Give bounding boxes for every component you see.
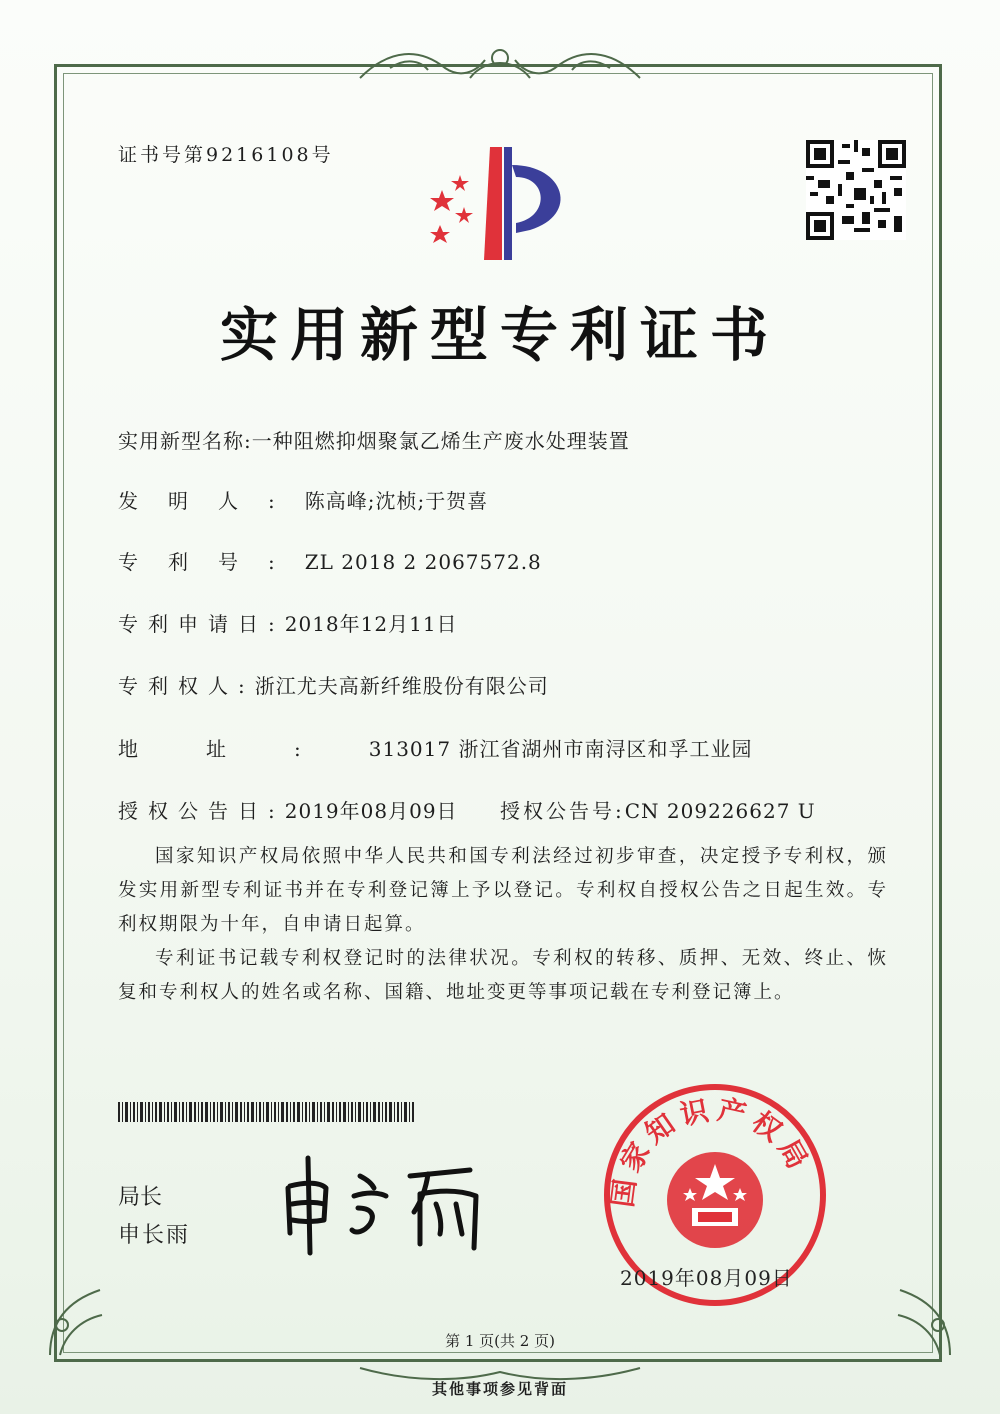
- field-grant-number: [500, 795, 816, 824]
- certificate-number: 证书号第9216108号: [118, 144, 334, 166]
- qr-code[interactable]: [806, 140, 906, 244]
- director-signature: [280, 1148, 510, 1262]
- field-label: 实用新型名称:: [118, 429, 252, 453]
- seal-date: 2019年08月09日: [620, 1266, 793, 1290]
- field-value: ZL 2018 2 2067572.8: [304, 550, 542, 574]
- body-paragraph-2: 专利证书记载专利权登记时的法律状况。专利权的转移、质押、无效、终止、恢复和专利权人的姓名或名称、国籍、地址变更等事项记载在专利登记簿上。: [118, 948, 888, 1003]
- field-value: 2018年12月11日: [284, 612, 458, 636]
- certificate-title: 实用新型专利证书: [219, 301, 780, 369]
- field-label: 授权公告号:: [500, 799, 625, 823]
- field-value: 一种阻燃抑烟聚氯乙烯生产废水处理装置: [251, 429, 630, 453]
- body-paragraph-1: 国家知识产权局依照中华人民共和国专利法经过初步审查，决定授予专利权，颁发实用新型专利证书并在专利登记簿上予以登记。专利权自授权公告之日起生效。专利权期限为十年，自申请日起算。: [118, 846, 888, 935]
- director-title: 局长: [118, 1185, 163, 1210]
- field-label: 专利权人:: [118, 674, 255, 698]
- field-utility-model-name: [118, 425, 630, 454]
- field-value: 浙江尤夫高新纤维股份有限公司: [254, 674, 549, 698]
- field-address: [118, 733, 752, 762]
- field-value: 2019年08月09日: [284, 799, 458, 823]
- footer-note: 其他事项参见背面: [431, 1380, 568, 1398]
- field-value: 313017 浙江省湖州市南浔区和孚工业园: [368, 737, 753, 761]
- seal-text: 国家知识产权局: [605, 1092, 818, 1210]
- field-grant-date: [118, 795, 458, 824]
- barcode: [118, 1102, 418, 1126]
- field-label: 授权公告日:: [118, 799, 285, 823]
- field-label: 专利号:: [118, 550, 305, 574]
- field-value: 陈高峰;沈桢;于贺喜: [304, 489, 489, 513]
- field-patentee: [118, 670, 549, 699]
- field-label: 地址:: [118, 737, 369, 761]
- field-label: 发明人:: [118, 489, 305, 513]
- director-name: 申长雨: [118, 1223, 191, 1248]
- field-patent-number: [118, 546, 542, 575]
- field-filing-date: [118, 608, 458, 637]
- page-number: 第 1 页(共 2 页): [445, 1332, 555, 1350]
- field-label: 专利申请日:: [118, 612, 285, 636]
- patent-office-emblem-icon: [420, 135, 590, 269]
- field-value: CN 209226627 U: [624, 799, 816, 823]
- field-inventor: [118, 485, 488, 514]
- top-ornament: [350, 38, 650, 88]
